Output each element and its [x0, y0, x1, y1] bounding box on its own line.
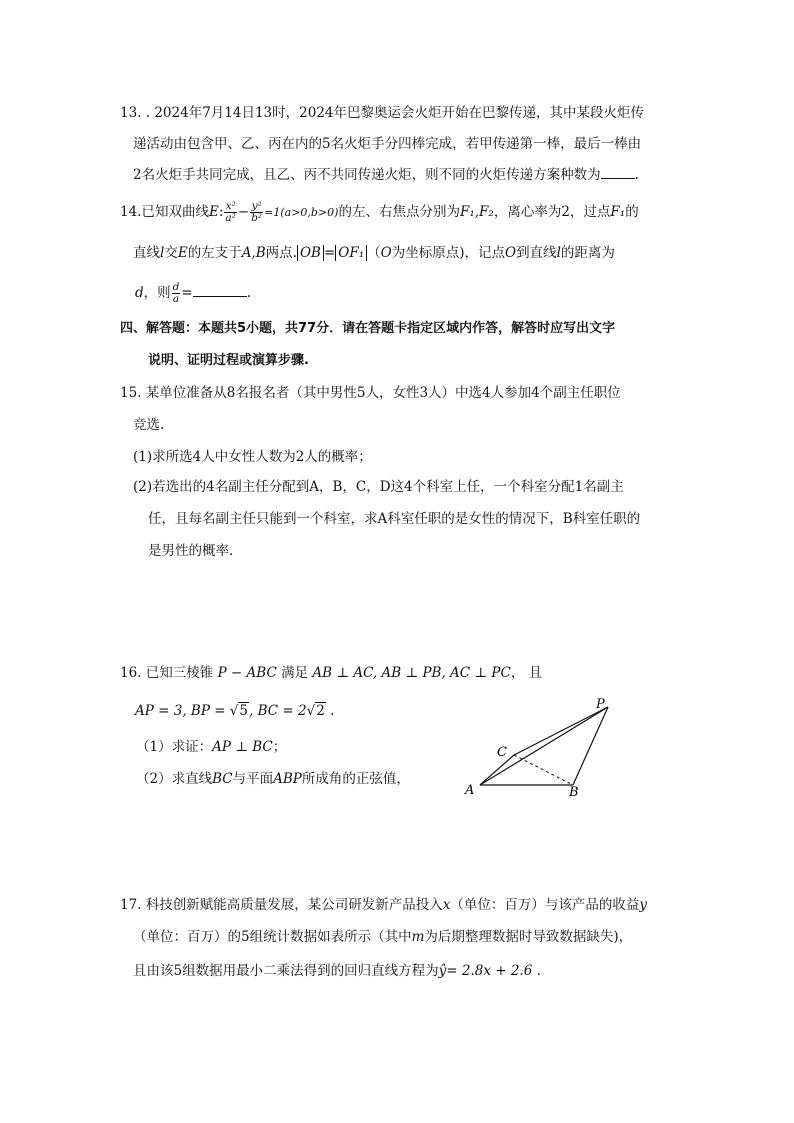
frac-den: a: [172, 293, 180, 305]
q14-line-3: [135, 280, 251, 306]
q15-part-2-line-2: 任，且每名副主任只能到一个科室，求A科室任职的是女性的情况下，B科室任职的: [148, 511, 641, 527]
abs-of1: OF₁: [335, 245, 367, 261]
q17-line-2: [133, 928, 632, 946]
q16-p2-a: （2）求直线: [136, 771, 213, 787]
fraction-y2-b2: [250, 201, 263, 224]
q14-line-2: [133, 244, 615, 262]
frac-num: y²: [251, 200, 262, 212]
variable-x: x: [442, 897, 451, 913]
q14-l2-g: 到直线: [516, 245, 557, 261]
q14-l2-e: （: [367, 245, 381, 261]
q14-mid: 的左、右焦点分别为: [338, 204, 460, 220]
regression-equation: 2.8x + 2.6: [461, 963, 533, 979]
pyramid-name: P − ABC: [217, 665, 277, 681]
hyperbola-name: E: [177, 245, 188, 261]
q14-line-1: [120, 200, 639, 225]
q14-l3-a: ，则: [143, 285, 171, 301]
q15-part-2-line-1: (2)若选出的4名副主任分配到A，B，C，D这4个科室上任，一个科室分配1名副主: [133, 479, 624, 495]
q14-prefix: 14.已知双曲线: [120, 204, 209, 220]
q17-line-1: [120, 896, 647, 914]
abs-ob: OB: [297, 245, 324, 261]
q16-p1-a: （1）求证：: [136, 739, 213, 755]
pyramid-figure: [455, 692, 625, 802]
q17-l1-a: 17. 科技创新赋能高质量发展，某公司研发新产品投入: [120, 897, 443, 913]
q15-part-1: (1)求所选4人中女性人数为2人的概率；: [133, 449, 372, 465]
origin-o: O: [504, 245, 517, 261]
q14-l2-h: 的距离为: [560, 245, 615, 261]
q16-part-1: [136, 738, 286, 756]
q15-line-1: 15. 某单位准备从8名报名者（其中男性5人，女性3人）中选4人参加4个副主任职位: [120, 385, 621, 401]
hyperbola-condition: =1(a>0,b>0): [264, 206, 339, 219]
q17-l2-a: （单位：百万）的5组统计数据如表所示（其中: [133, 929, 412, 945]
q14-l2-d: 两点.: [265, 245, 297, 261]
q16-l1-b: 满足: [281, 665, 309, 681]
length-conditions: AP = 3, BP =: [135, 703, 230, 719]
section-4-heading-line-1: 四、解答题：本题共5小题，共77分．请在答题卡指定区域内作答，解答时应写出文字: [120, 321, 616, 336]
q14-l2-c: 的左支于: [187, 245, 242, 261]
q14-end1: 的: [625, 204, 639, 220]
label-c: C: [497, 745, 507, 760]
focus-f1: F₁: [610, 204, 626, 220]
ap-perp-bc: AP ⊥ BC: [212, 739, 273, 755]
sqrt-2: 2: [316, 703, 325, 719]
origin-o: O: [380, 245, 392, 261]
q14-l3-eq: =: [181, 285, 193, 301]
minus-sign: −: [237, 204, 250, 220]
q17-line-3: [133, 962, 541, 980]
distance-d: d: [135, 285, 144, 301]
q14-l2-f: 为坐标原点)，记点: [391, 245, 505, 261]
q15-line-2: 竞选.: [133, 417, 165, 433]
section-4-heading-line-2: 说明、证明过程或演算步骤.: [148, 353, 309, 368]
sqrt-symbol: √: [306, 703, 316, 719]
equals: =: [323, 245, 336, 261]
hyperbola-name: E: [208, 204, 219, 220]
frac-den: a²: [225, 212, 236, 224]
fraction-x2-a2: [224, 201, 236, 224]
q16-l1-a: 16. 已知三棱锥: [120, 665, 214, 681]
q14-mid2: ，离心率为2，过点: [493, 204, 611, 220]
frac-num: d: [172, 281, 180, 293]
q14-l2-b: 交: [164, 245, 178, 261]
sqrt-symbol: √: [229, 703, 239, 719]
q15-part-2-line-3: 是男性的概率.: [148, 543, 234, 559]
perpendicular-conditions: AB ⊥ AC, AB ⊥ PB, AC ⊥ PC: [312, 665, 511, 681]
q17-l3-end: .: [532, 963, 541, 979]
label-a: A: [465, 783, 475, 798]
label-b: B: [569, 785, 579, 800]
q17-l3-a: 且由该5组数据用最小二乘法得到的回归直线方程为: [133, 963, 439, 979]
q16-p1-end: ；: [272, 739, 287, 755]
frac-den: b²: [251, 212, 263, 224]
fraction-d-a: [172, 282, 181, 305]
sqrt-5: 5: [239, 703, 248, 719]
foci-labels: F₁,F₂: [459, 204, 494, 220]
q16-l1-c: ， 且: [510, 665, 543, 681]
q16-part-2: [136, 770, 410, 788]
frac-num: x²: [225, 200, 236, 212]
colon: :: [218, 204, 224, 220]
q14-l2-a: 直线: [133, 245, 160, 261]
q17-l2-b: 为后期整理数据时导致数据缺失)，: [424, 929, 633, 945]
q14-l3-end: .: [246, 285, 251, 301]
line-l: l: [556, 245, 561, 261]
q16-line-1: [120, 664, 542, 682]
answer-blank: [193, 284, 247, 297]
line-l: l: [160, 245, 165, 261]
segment-bc: BC: [212, 771, 233, 787]
plane-abp: ABP: [273, 771, 302, 787]
variable-y: y: [639, 897, 648, 913]
q17-l1-b: （单位：百万）与该产品的收益: [450, 897, 640, 913]
q16-p2-b: 与平面: [232, 771, 274, 787]
edge-bp: [573, 707, 608, 785]
edge-cp: [514, 707, 608, 755]
q16-l2-end: .: [325, 703, 335, 719]
answer-blank: [601, 166, 635, 179]
variable-m: m: [411, 929, 425, 945]
q13-line-3-end: .: [634, 167, 639, 183]
q13-line-1: 13. . 2024年7月14日13时，2024年巴黎奥运会火炬开始在巴黎传递，其中某段火炬传: [120, 105, 645, 121]
q16-p2-c: 所成角的正弦值，: [301, 771, 410, 787]
q13-line-3-text: 2名火炬手共同完成，且乙、丙不共同传递火炬，则不同的火炬传递方案种数为: [133, 167, 601, 183]
label-p: P: [596, 697, 605, 712]
q13-line-3: [133, 166, 639, 184]
equals: =: [446, 963, 458, 979]
q13-line-2: 递活动由包含甲、乙、丙在内的5名火炬手分四棒完成，若甲传递第一棒，最后一棒由: [133, 136, 642, 152]
y-hat: ŷ: [438, 963, 447, 979]
points-ab: A,B: [241, 245, 266, 261]
q16-line-2: [135, 702, 334, 720]
bc-length: , BC = 2: [249, 703, 307, 719]
